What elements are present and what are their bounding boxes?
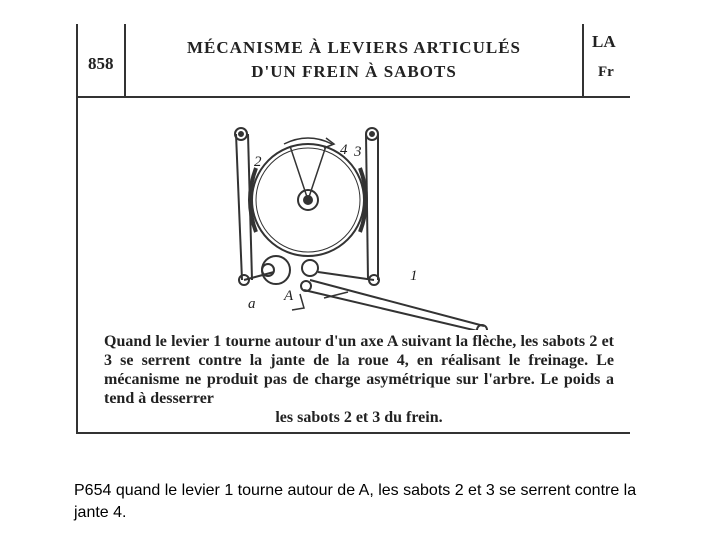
description: [104, 332, 614, 427]
description-last: les sabots 2 et 3 du frein.: [275, 409, 443, 426]
link-right: [318, 272, 374, 280]
wheel-spoke: [290, 146, 308, 200]
title-line-1: MÉCANISME À LEVIERS ARTICULÉS: [187, 38, 521, 57]
page-title: [128, 36, 580, 84]
description-main: Quand le levier 1 tourne autour d'un axe A suivant la flèche, les sabots 2 et 3 se serrent contre la jante de la roue 4, en réalisant le freinage. Le mécanisme ne produit pas de charge asymétrique sur l'arbre. Le poids a tend à desserrer: [104, 333, 614, 407]
right-lever: [366, 134, 368, 280]
label-A: A: [284, 288, 294, 304]
bottom-rule: [78, 432, 630, 434]
label-4: 4: [340, 142, 348, 158]
title-line-2: D'UN FREIN À SABOTS: [251, 62, 457, 81]
caption: P654 quand le levier 1 tourne autour de A, les sabots 2 et 3 se serrent contre la jante 4.: [74, 482, 637, 521]
header: [78, 24, 630, 98]
category-code: LA: [592, 32, 616, 51]
label-2: 2: [254, 154, 262, 170]
label-3: 3: [354, 144, 362, 160]
lever-end: [477, 325, 487, 330]
page-number: 858: [88, 54, 114, 73]
mechanism-figure: [78, 104, 630, 330]
header-divider: [124, 24, 126, 96]
weight: [262, 256, 290, 284]
header-divider: [582, 24, 584, 96]
left-lever: [236, 134, 242, 280]
main-lever: [310, 280, 484, 326]
language-code: Fr: [598, 64, 614, 80]
document-card: [76, 24, 630, 434]
support: [292, 294, 304, 310]
label-1: 1: [410, 268, 418, 284]
label-a: a: [248, 296, 256, 312]
wheel-spoke: [308, 146, 326, 200]
